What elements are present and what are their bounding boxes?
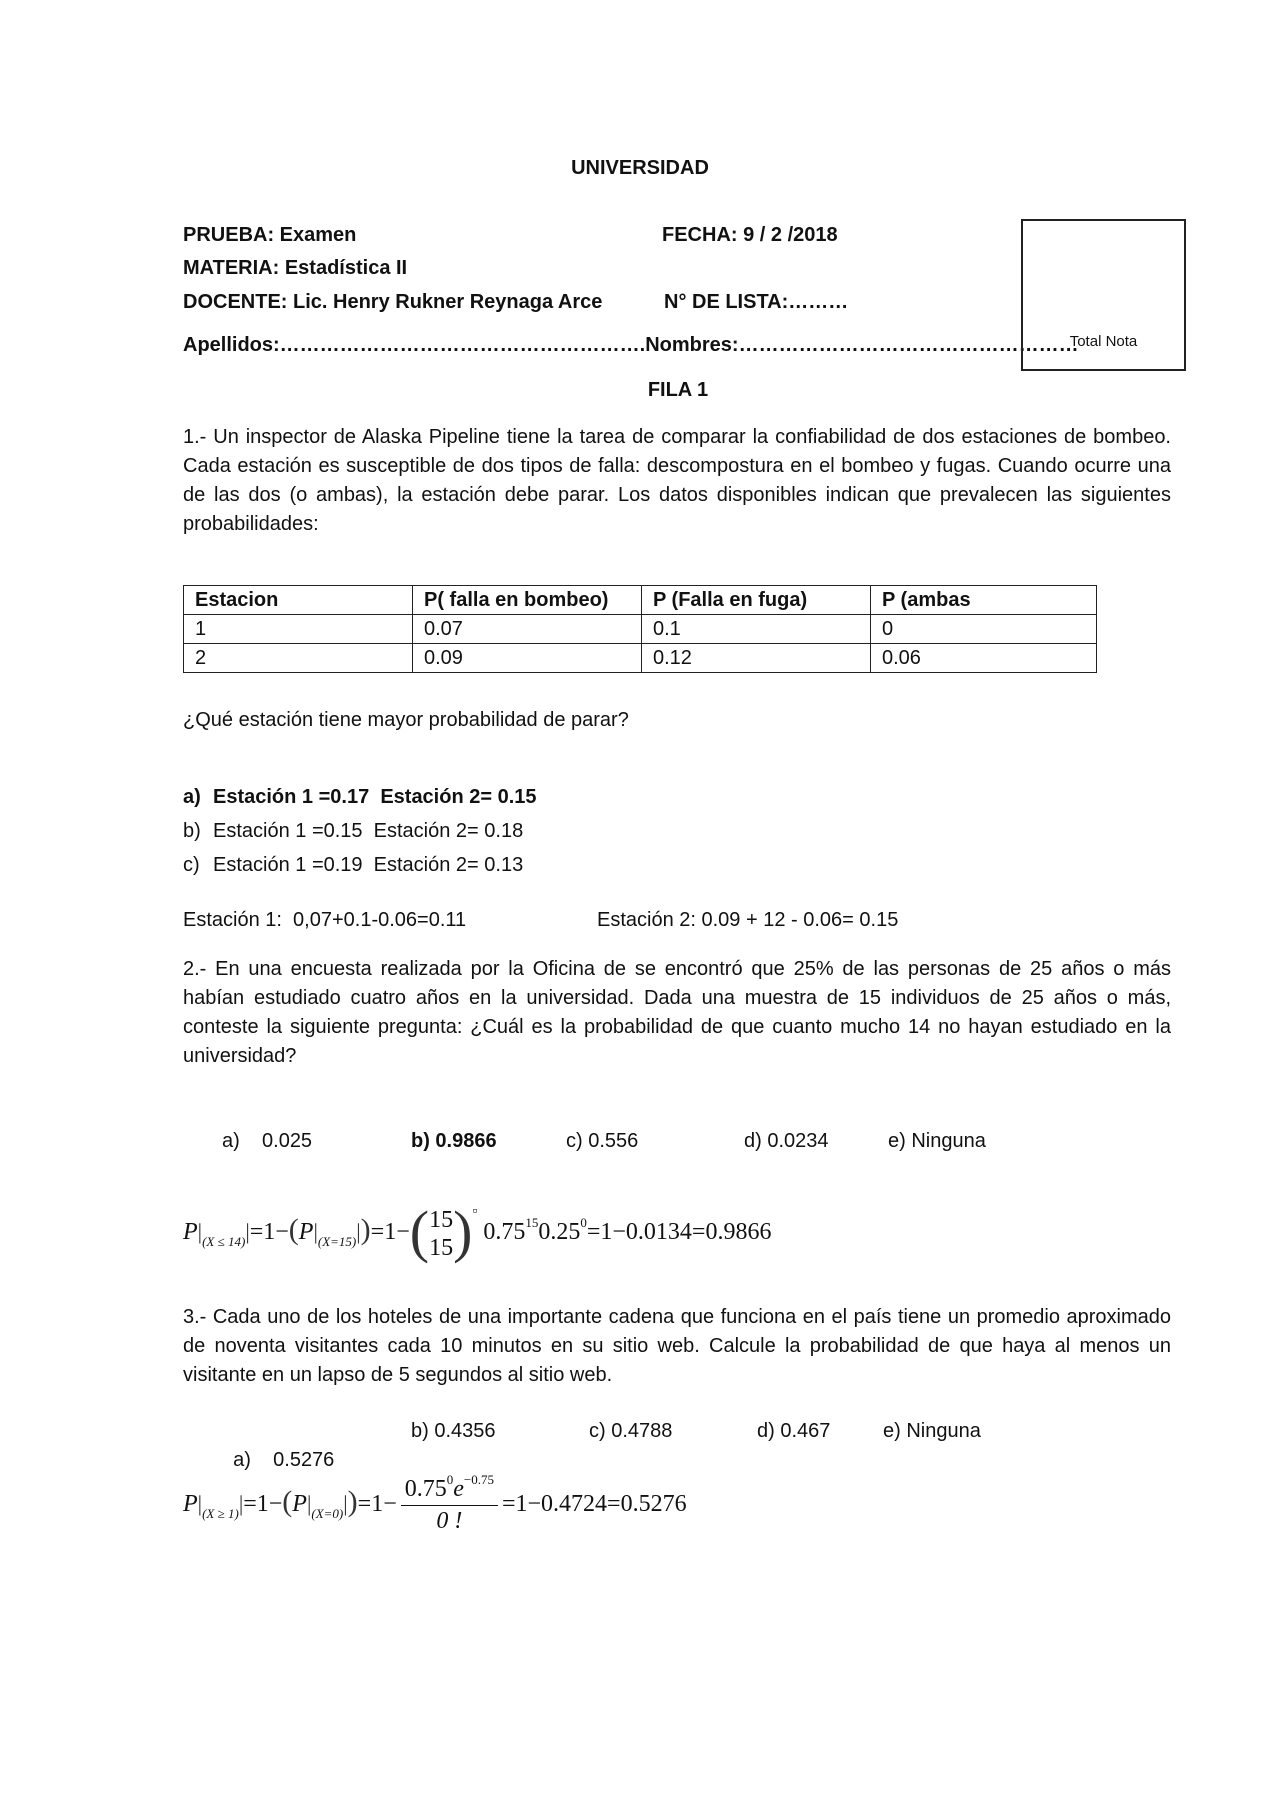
table-row xyxy=(184,644,1097,673)
option-letter: a) xyxy=(183,786,201,808)
option-text: a) 0.5276 xyxy=(233,1449,335,1471)
formula-result: =1−0.0134=0.9866 xyxy=(586,1219,772,1246)
formula-symbol: P xyxy=(183,1219,198,1246)
formula-subscript: (X ≤ 14) xyxy=(202,1234,246,1250)
q2-option-d[interactable]: d) 0.0234 xyxy=(744,1130,829,1152)
placeholder-box-icon: ▫ xyxy=(472,1204,478,1220)
formula-exponent: 0 xyxy=(446,1472,454,1487)
table-row xyxy=(184,615,1097,644)
fraction-denominator: 0 ! xyxy=(436,1508,463,1534)
formula-operator: =1− xyxy=(357,1491,397,1518)
table-cell: 0.12 xyxy=(642,644,871,673)
grade-box-label: Total Nota xyxy=(1069,333,1138,350)
option-text: Estación 1 =0.19 Estación 2= 0.13 xyxy=(213,854,524,876)
fraction-numerator xyxy=(401,1472,498,1506)
docente-label: DOCENTE: Lic. Henry Rukner Reynaga Arce xyxy=(183,291,603,313)
table-header-cell: P( falla en bombeo) xyxy=(413,586,642,615)
table-header-cell: P (Falla en fuga) xyxy=(642,586,871,615)
q2-option-c[interactable]: c) 0.556 xyxy=(566,1130,639,1152)
fila-label: FILA 1 xyxy=(647,379,709,401)
formula-symbol: P xyxy=(292,1491,307,1518)
q2-option-b[interactable]: b) 0.9866 xyxy=(411,1130,497,1152)
formula-base: 0.75 xyxy=(483,1219,526,1246)
question-3-text: 3.- Cada uno de los hoteles de una importante cadena que funciona en el país tiene un promedio aproximado de noventa visitantes cada 10 minutos en su sitio web. Calcule la probabilidad de que haya al menos un visitante en un lapso de 5 segundos al sitio web. xyxy=(183,1306,1171,1386)
fecha-label: FECHA: 9 / 2 /2018 xyxy=(662,224,838,246)
prueba-label: PRUEBA: Examen xyxy=(183,224,357,246)
table-cell: 0.1 xyxy=(642,615,871,644)
formula-operator: =1− xyxy=(243,1491,283,1518)
q2-formula: $P|_{(X \le 14)}|=1-(P|_{(X=15)}|)=1-$( 15 15 )▫ $0.75^{15}0.25^0=1-0.0134=0.9866$ xyxy=(183,1199,772,1264)
q3-option-a[interactable] xyxy=(222,1417,334,1475)
table-cell: 0.06 xyxy=(871,644,1097,673)
work-station-2: Estación 2: 0.09 + 12 - 0.06= 0.15 xyxy=(597,909,899,931)
question-1-text: 1.- Un inspector de Alaska Pipeline tiene la tarea de comparar la confiabilidad de dos estaciones de bombeo. Cada estación es susceptible de dos tipos de falla: descompostura en el bombeo y fugas. Cuando ocurre una de las dos (o ambas), la estación debe parar. Los datos disponibles indican que prevalecen las siguientes probabilidades: xyxy=(183,426,1171,535)
work-station-1: Estación 1: 0,07+0.1-0.06=0.11 xyxy=(183,909,467,931)
probability-table xyxy=(183,585,1097,673)
q3-option-e[interactable]: e) Ninguna xyxy=(883,1420,981,1442)
q3-option-c[interactable]: c) 0.4788 xyxy=(589,1420,673,1442)
q2-option-e[interactable]: e) Ninguna xyxy=(888,1130,986,1152)
formula-symbol: P xyxy=(298,1219,314,1246)
formula-base: 0.75 xyxy=(404,1476,447,1502)
option-letter: c) xyxy=(183,854,200,876)
formula-subscript: (X=15) xyxy=(317,1234,357,1250)
question-2-text: 2.- En una encuesta realizada por la Oficina de se encontró que 25% de las personas de 25 años o más habían estudiado cuatro años en la universidad. Dada una muestra de 15 individuos de 25 años o más, conteste la siguiente pregunta: ¿Cuál es la probabilidad de que cuanto mucho 14 no hayan estudiado en la universidad? xyxy=(183,958,1171,1067)
table-cell: 2 xyxy=(184,644,413,673)
formula-operator: =1− xyxy=(370,1219,410,1246)
table-header-cell: P (ambas xyxy=(871,586,1097,615)
table-header-row xyxy=(184,586,1097,615)
q3-option-d[interactable]: d) 0.467 xyxy=(757,1420,831,1442)
formula-subscript: (X ≥ 1) xyxy=(202,1506,239,1522)
table-cell: 0.07 xyxy=(413,615,642,644)
q3-formula: $P|_{(X \ge 1)}|=1-(P|_{(X=0)}|)=1-$ $\frac{0.75^0e^{-0.75}}{0 !}$ =1−0.4724=0.5276 xyxy=(183,1472,687,1534)
option-text: Estación 1 =0.15 Estación 2= 0.18 xyxy=(213,820,524,842)
formula-exponent: 15 xyxy=(525,1215,539,1231)
binomial-coefficient xyxy=(429,1206,453,1262)
formula-base: 0.25 xyxy=(538,1219,581,1246)
answer-option-b[interactable] xyxy=(183,817,523,846)
university-title: UNIVERSIDAD xyxy=(571,157,709,179)
table-header-cell: Estacion xyxy=(184,586,413,615)
formula-exponent: −0.75 xyxy=(463,1472,494,1487)
poisson-fraction xyxy=(401,1472,498,1535)
formula-exponent: 0 xyxy=(580,1215,587,1231)
binomial-bottom: 15 xyxy=(429,1234,454,1261)
answer-option-a[interactable] xyxy=(183,783,537,812)
answer-option-c[interactable] xyxy=(183,851,523,880)
formula-symbol: P xyxy=(183,1491,198,1518)
name-fields[interactable]: Apellidos:……………………………………………….Nombres:…………………………………………… xyxy=(183,334,1079,356)
materia-label: MATERIA: Estadística II xyxy=(183,257,408,279)
lista-field[interactable]: N° DE LISTA:……… xyxy=(664,291,849,313)
binomial-top: 15 xyxy=(429,1206,454,1233)
question-1-prompt: ¿Qué estación tiene mayor probabilidad de parar? xyxy=(183,709,629,731)
q2-option-a[interactable]: a) 0.025 xyxy=(222,1130,313,1152)
option-text: Estación 1 =0.17 Estación 2= 0.15 xyxy=(213,786,537,808)
table-cell: 1 xyxy=(184,615,413,644)
grade-box xyxy=(1021,219,1186,371)
table-cell: 0 xyxy=(871,615,1097,644)
formula-subscript: (X=0) xyxy=(311,1506,344,1522)
q3-option-b[interactable]: b) 0.4356 xyxy=(411,1420,496,1442)
option-letter: b) xyxy=(183,820,201,842)
table-cell: 0.09 xyxy=(413,644,642,673)
formula-operator: =1− xyxy=(249,1219,289,1246)
formula-result: =1−0.4724=0.5276 xyxy=(501,1491,687,1518)
formula-symbol: e xyxy=(453,1476,464,1502)
